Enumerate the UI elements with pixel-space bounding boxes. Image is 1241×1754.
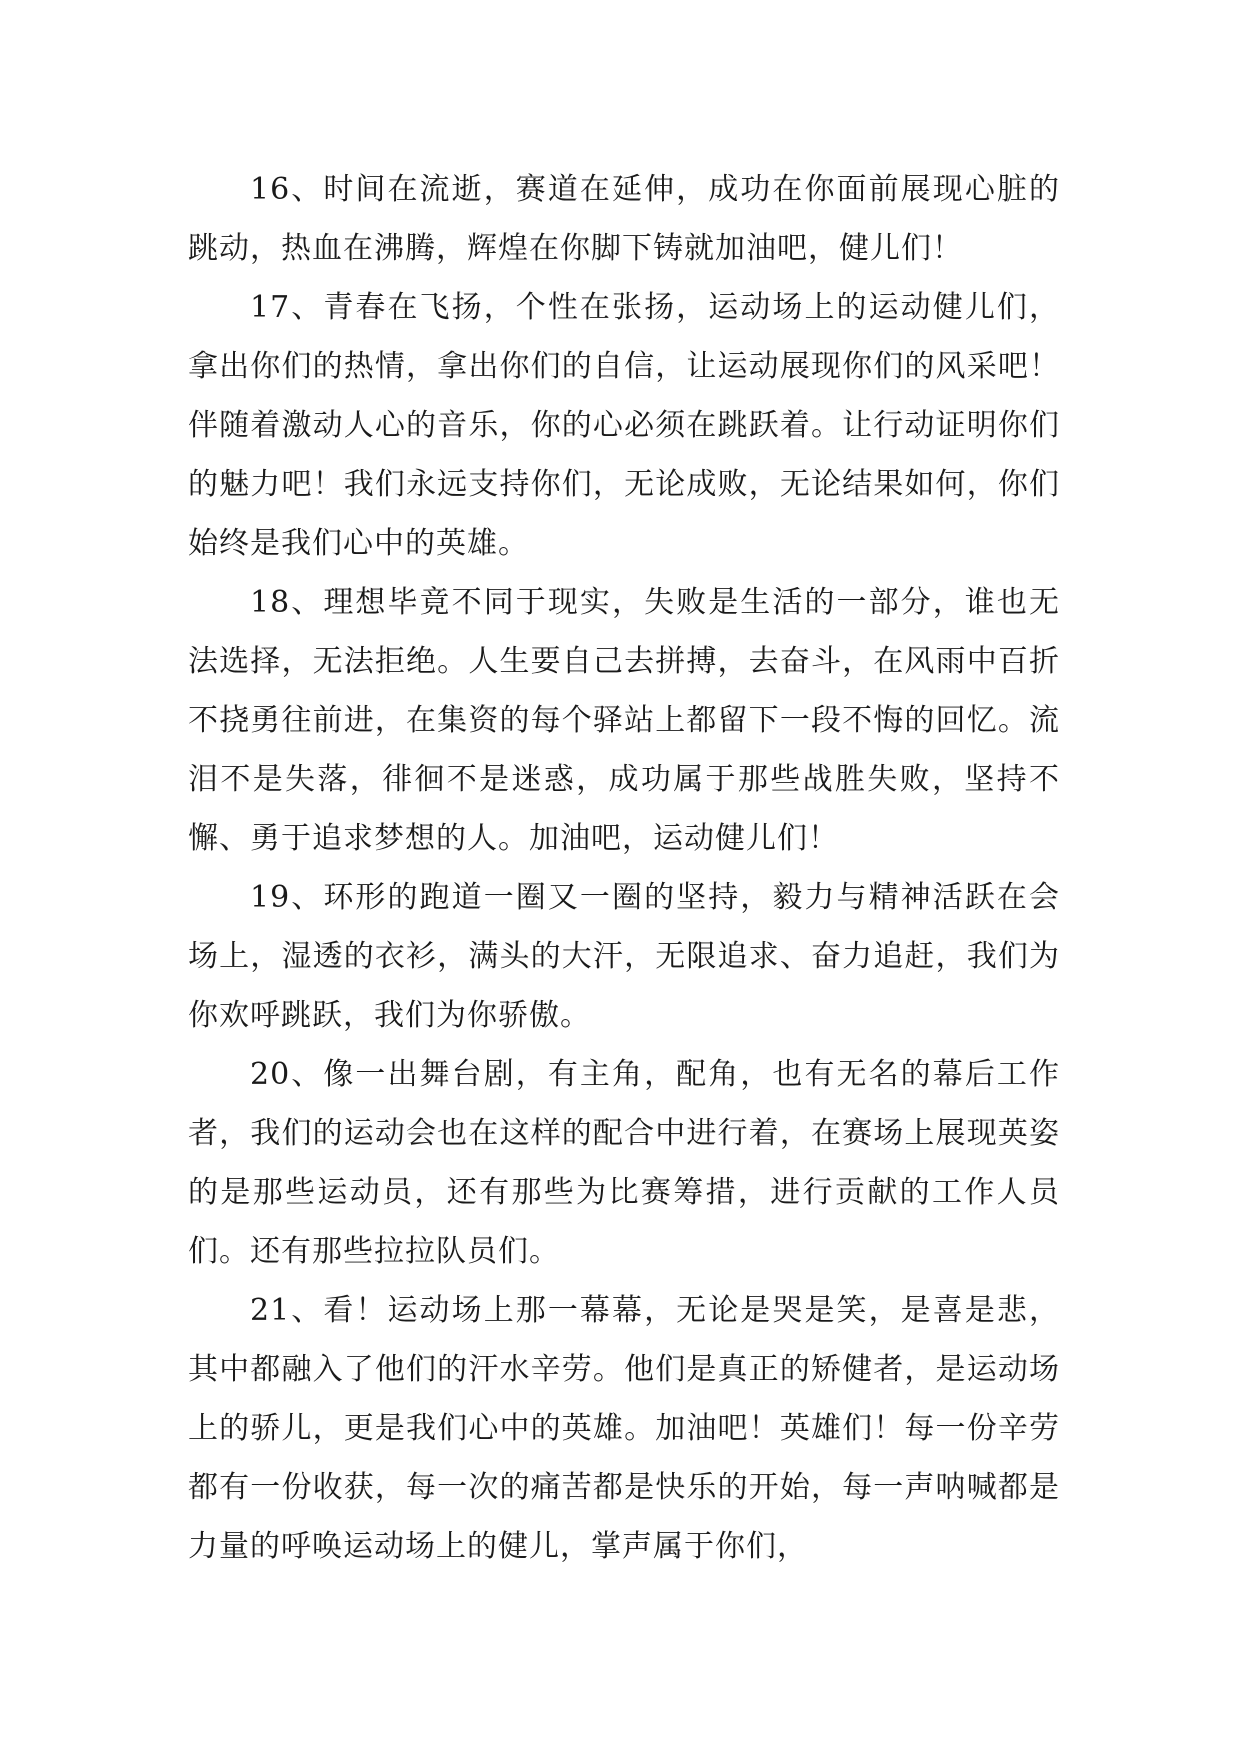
- paragraph-20: 20、像一出舞台剧，有主角，配角，也有无名的幕后工作者，我们的运动会也在这样的配合中进行着，在赛场上展现英姿的是那些运动员，还有那些为比赛筹措，进行贡献的工作人员们。还有那些拉拉队员们。: [188, 1057, 1060, 1269]
- paragraph-18: 18、理想毕竟不同于现实，失败是生活的一部分，谁也无法选择，无法拒绝。人生要自己去拼搏，去奋斗，在风雨中百折不挠勇往前进，在集资的每个驿站上都留下一段不悔的回忆。流泪不是失落，徘徊不是迷惑，成功属于那些战胜失败，坚持不懈、勇于追求梦想的人。加油吧，运动健儿们！: [188, 585, 1060, 856]
- paragraph-17: 17、青春在飞扬，个性在张扬，运动场上的运动健儿们，拿出你们的热情，拿出你们的自信，让运动展现你们的风采吧！伴随着激动人心的音乐，你的心必须在跳跃着。让行动证明你们的魅力吧！我们永远支持你们，无论成败，无论结果如何，你们始终是我们心中的英雄。: [188, 290, 1060, 561]
- paragraph-19: 19、环形的跑道一圈又一圈的坚持，毅力与精神活跃在会场上，湿透的衣衫，满头的大汗，无限追求、奋力追赶，我们为你欢呼跳跃，我们为你骄傲。: [188, 880, 1060, 1033]
- paragraph-16: 16、时间在流逝，赛道在延伸，成功在你面前展现心脏的跳动，热血在沸腾，辉煌在你脚下铸就加油吧，健儿们！: [188, 172, 1060, 266]
- paragraph-21: 21、看！运动场上那一幕幕，无论是哭是笑，是喜是悲，其中都融入了他们的汗水辛劳。他们是真正的矫健者，是运动场上的骄儿，更是我们心中的英雄。加油吧！英雄们！每一份辛劳都有一份收获，每一次的痛苦都是快乐的开始，每一声呐喊都是力量的呼唤运动场上的健儿，掌声属于你们，: [188, 1293, 1060, 1564]
- document-page: [188, 160, 1060, 1576]
